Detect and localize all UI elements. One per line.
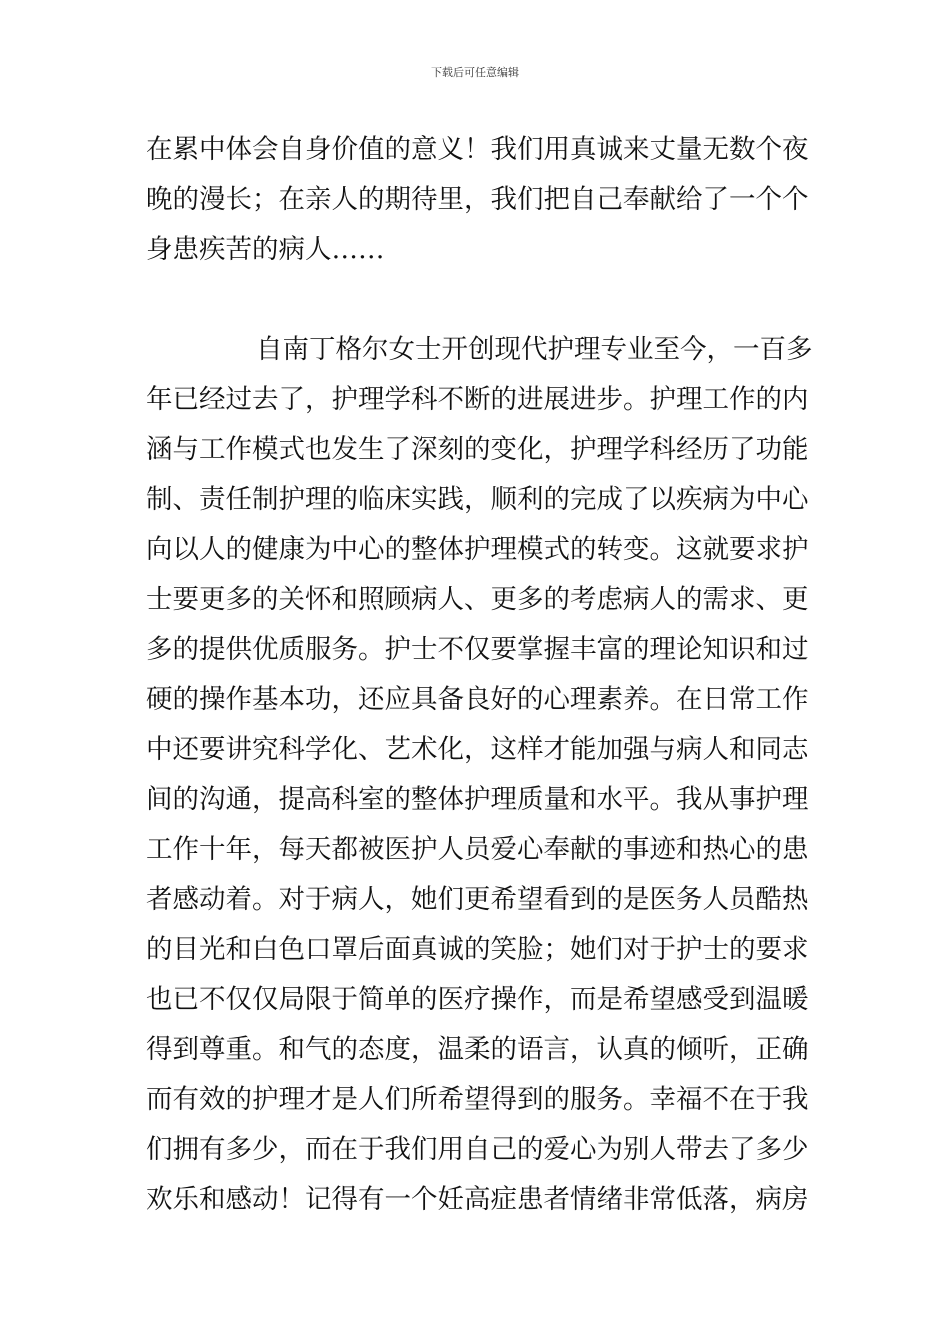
- page-header: 下载后可任意编辑: [431, 66, 519, 79]
- text-line: 在累中体会自身价值的意义！我们用真诚来丈量无数个夜: [146, 134, 809, 165]
- text-line: 多的提供优质服务。护士不仅要掌握丰富的理论知识和过: [146, 634, 809, 665]
- text-line: 涵与工作模式也发生了深刻的变化，护理学科经历了功能: [146, 434, 809, 465]
- text-line: 制、责任制护理的临床实践，顺利的完成了以疾病为中心: [146, 484, 809, 515]
- text-line: 得到尊重。和气的态度，温柔的语言，认真的倾听，正确: [146, 1034, 809, 1065]
- text-line: 晚的漫长；在亲人的期待里，我们把自己奉献给了一个个: [146, 184, 809, 215]
- text-line: 年已经过去了，护理学科不断的进展进步。护理工作的内: [146, 384, 809, 415]
- text-line: 身患疾苦的病人……: [146, 234, 385, 265]
- text-line: 欢乐和感动！记得有一个妊高症患者情绪非常低落，病房: [146, 1184, 809, 1215]
- text-line: 们拥有多少，而在于我们用自己的爱心为别人带去了多少: [146, 1134, 809, 1165]
- text-line: 工作十年，每天都被医护人员爱心奉献的事迹和热心的患: [146, 834, 809, 865]
- text-line: 间的沟通，提高科室的整体护理质量和水平。我从事护理: [146, 784, 809, 815]
- text-line: 者感动着。对于病人，她们更希望看到的是医务人员酷热: [146, 884, 809, 915]
- text-line: 自南丁格尔女士开创现代护理专业至今，一百多: [256, 334, 813, 365]
- text-line: 中还要讲究科学化、艺术化，这样才能加强与病人和同志: [146, 734, 809, 765]
- text-line: 也已不仅仅局限于简单的医疗操作，而是希望感受到温暖: [146, 984, 809, 1015]
- text-line: 硬的操作基本功，还应具备良好的心理素养。在日常工作: [146, 684, 809, 715]
- text-line: 士要更多的关怀和照顾病人、更多的考虑病人的需求、更: [146, 584, 809, 615]
- text-line: 向以人的健康为中心的整体护理模式的转变。这就要求护: [146, 534, 809, 565]
- text-line: 而有效的护理才是人们所希望得到的服务。幸福不在于我: [146, 1084, 809, 1115]
- text-line: 的目光和白色口罩后面真诚的笑脸；她们对于护士的要求: [146, 934, 809, 965]
